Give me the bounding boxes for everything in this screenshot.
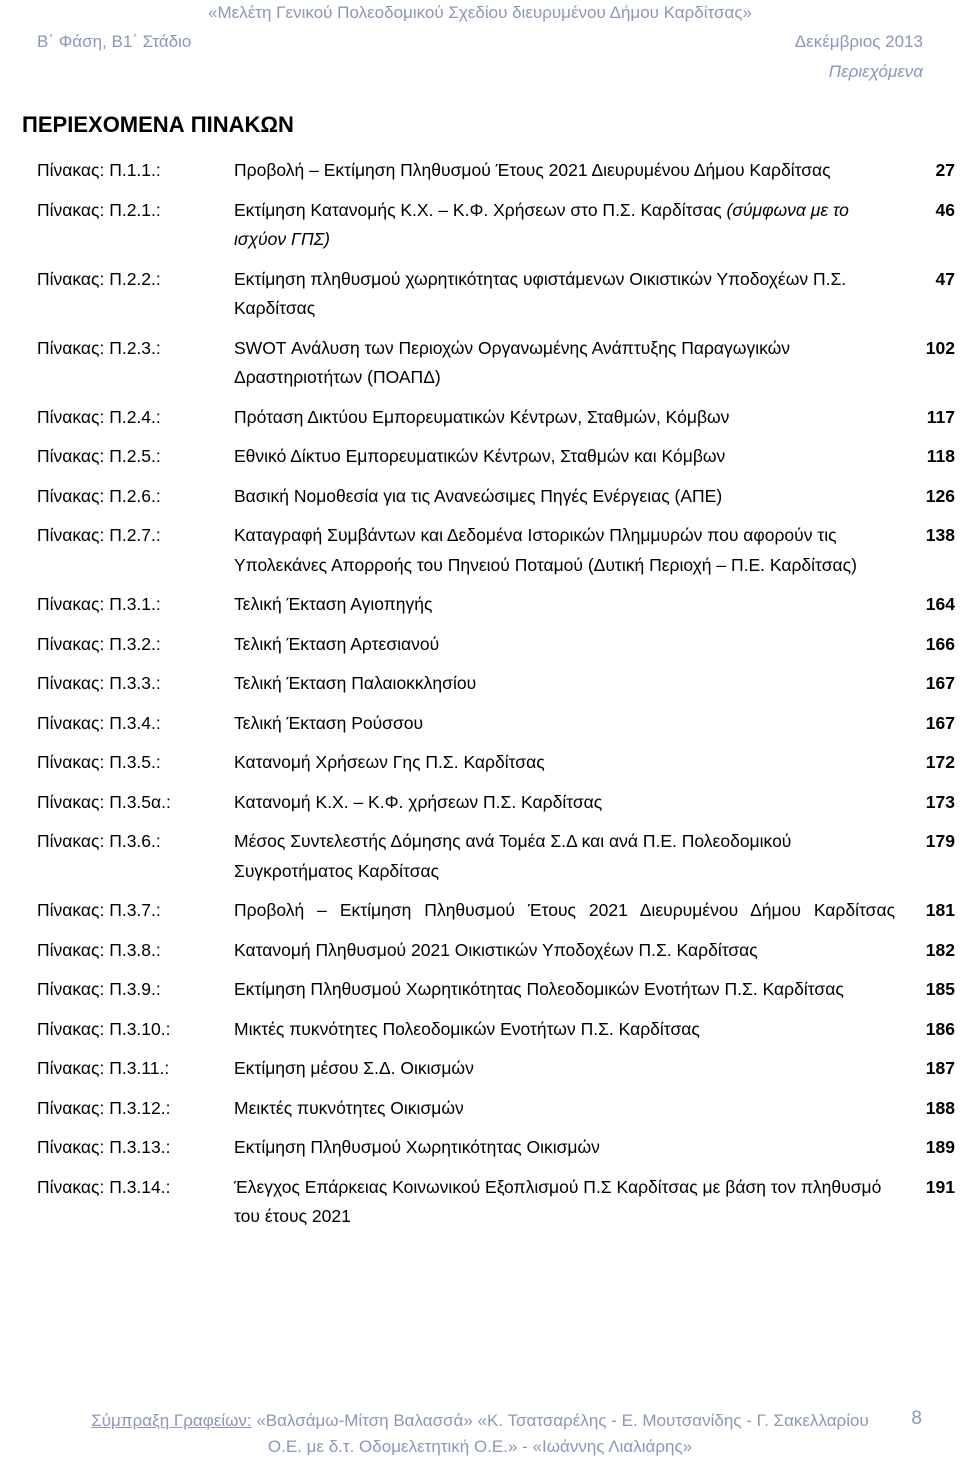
toc-entry[interactable] [37,975,955,1005]
toc-entry-text: Εκτίμηση πληθυσμού χωρητικότητας υφιστάμενων Οικιστικών Υποδοχέων Π.Σ. Καρδίτσας [234,268,847,318]
toc-entry-label: Πίνακας: Π.2.3.: [37,337,161,358]
toc-entry[interactable] [37,669,955,699]
toc-entry-text: Προβολή – Εκτίμηση Πληθυσμού Έτους 2021 Διευρυμένου Δήμου Καρδίτσας [234,900,895,920]
toc-entry-page: 191 [925,1176,955,1197]
toc-entry-text: Εκτίμηση Κατανομής Κ.Χ. – Κ.Φ. Χρήσεων στο Π.Σ. Καρδίτσας (σύμφωνα με το ισχύον ΓΠΣ) [234,199,849,249]
toc-entry-label: Πίνακας: Π.3.9.: [37,979,161,999]
toc-entry-text: Εκτίμηση μέσου Σ.Δ. Οικισμών [234,1058,474,1078]
toc-entry[interactable] [37,630,955,660]
toc-entry-text: Βασική Νομοθεσία για τις Ανανεώσιμες Πηγές Ενέργειας (ΑΠΕ) [234,485,723,506]
toc-entry-text: Κατανομή Πληθυσμού 2021 Οικιστικών Υποδοχέων Π.Σ. Καρδίτσας [234,939,758,960]
page-number: 8 [911,1408,922,1429]
toc-entry[interactable] [37,403,955,433]
toc-entry-page: 46 [935,199,955,220]
toc-entry-label: Πίνακας: Π.3.5α.: [37,791,171,812]
toc-entry-page: 117 [926,406,955,427]
toc-entry-text: Μεικτές πυκνότητες Οικισμών [234,1097,464,1118]
toc-entry-italic-note: (σύμφωνα με το ισχύον ΓΠΣ) [234,199,849,249]
toc-entry-text: Κατανομή Κ.Χ. – Κ.Φ. χρήσεων Π.Σ. Καρδίτσας [234,791,603,812]
toc-entry-page: 179 [925,831,955,851]
toc-entry-text: Εθνικό Δίκτυο Εμπορευματικών Κέντρων, Σταθμών και Κόμβων [234,446,726,466]
toc-entry-text: Τελική Έκταση Ρούσσου [234,712,424,733]
toc-entry-page: 164 [925,594,955,614]
toc-entry-text: SWOT Ανάλυση των Περιοχών Οργανωμένης Ανάπτυξης Παραγωγικών Δραστηριοτήτων (ΠΟΑΠΔ) [234,337,791,387]
toc-entry-text: Κατανομή Χρήσεων Γης Π.Σ. Καρδίτσας [234,752,545,772]
toc-entry-text: Πρόταση Δικτύου Εμπορευματικών Κέντρων, Σταθμών, Κόμβων [234,406,730,427]
toc-entry[interactable] [37,442,955,472]
toc-entry-label: Πίνακας: Π.1.1.: [37,160,161,180]
toc-entry-text: Προβολή – Εκτίμηση Πληθυσμού Έτους 2021 Διευρυμένου Δήμου Καρδίτσας [234,160,831,180]
toc-entry-text: Μικτές πυκνότητες Πολεοδομικών Ενοτήτων Π.Σ. Καρδίτσας [234,1018,700,1039]
toc-entry[interactable] [37,334,955,393]
toc-entry[interactable] [37,1173,955,1232]
toc-entry-text: Μέσος Συντελεστής Δόμησης ανά Τομέα Σ.Δ και ανά Π.Ε. Πολεοδομικού Συγκροτήματος Καρδίτσας [234,831,792,881]
toc-entry-page: 173 [925,791,955,812]
toc-entry-page: 27 [935,160,955,180]
toc-entry-label: Πίνακας: Π.3.5.: [37,752,161,772]
toc-entry-page: 187 [925,1058,955,1078]
footer-prefix: Σύμπραξη Γραφείων: [91,1411,252,1430]
toc-entry[interactable] [37,1015,955,1045]
toc-entry-text: Τελική Έκταση Αρτεσιανού [234,633,440,654]
toc-entry[interactable] [37,1054,955,1084]
toc-entry[interactable] [37,521,955,580]
toc-entry-label: Πίνακας: Π.3.11.: [37,1058,170,1078]
header-section: Περιεχόμενα [828,62,923,81]
toc-entry-page: 185 [925,979,955,999]
table-of-contents [37,156,955,1242]
toc-entry-page: 188 [925,1097,955,1118]
toc-entry-label: Πίνακας: Π.2.6.: [37,485,161,506]
footer [0,1408,960,1460]
toc-entry[interactable] [37,788,955,818]
toc-entry-label: Πίνακας: Π.3.4.: [37,712,161,733]
toc-entry-text: Εκτίμηση Πληθυσμού Χωρητικότητας Πολεοδομικών Ενοτήτων Π.Σ. Καρδίτσας [234,979,844,999]
toc-entry-label: Πίνακας: Π.3.3.: [37,673,161,693]
toc-entry[interactable] [37,590,955,620]
toc-entry-page: 186 [925,1018,955,1039]
toc-entry-page: 167 [925,712,955,733]
header-phase: Β΄ Φάση, Β1΄ Στάδιο [37,32,192,51]
toc-entry-page: 126 [925,485,955,506]
header-date: Δεκέμβριος 2013 [794,32,923,51]
toc-entry[interactable] [37,1133,955,1163]
toc-entry-page: 182 [925,939,955,960]
toc-entry-page: 167 [925,673,955,693]
header-phase-row [37,32,923,52]
toc-entry[interactable] [37,896,955,926]
toc-entry[interactable] [37,1094,955,1124]
toc-entry-label: Πίνακας: Π.2.4.: [37,406,161,427]
toc-entry-label: Πίνακας: Π.2.1.: [37,199,161,220]
toc-entry-label: Πίνακας: Π.3.10.: [37,1018,171,1039]
toc-entry[interactable] [37,265,955,324]
toc-entry[interactable] [37,196,955,255]
toc-entry-page: 181 [925,900,955,920]
toc-entry-label: Πίνακας: Π.3.1.: [37,594,161,614]
toc-entry[interactable] [37,827,955,886]
toc-entry-label: Πίνακας: Π.2.7.: [37,525,161,545]
toc-entry-page: 118 [926,446,955,466]
toc-entry[interactable] [37,748,955,778]
toc-entry-label: Πίνακας: Π.2.2.: [37,268,161,289]
header-title: «Μελέτη Γενικού Πολεοδομικού Σχεδίου διευρυμένου Δήμου Καρδίτσας» [208,3,752,22]
toc-entry-label: Πίνακας: Π.3.6.: [37,831,161,851]
toc-entry[interactable] [37,482,955,512]
toc-entry-text: Καταγραφή Συμβάντων και Δεδομένα Ιστορικών Πλημμυρών που αφορούν τις Υπολεκάνες Απορροής του Πηνειού Ποταμού (Δυτική Περιοχή – Π.Ε. Καρδίτσας) [234,525,857,575]
toc-entry[interactable] [37,709,955,739]
toc-entry-label: Πίνακας: Π.3.2.: [37,633,161,654]
toc-entry-page: 172 [925,752,955,772]
toc-entry-text: Τελική Έκταση Αγιοπηγής [234,594,433,614]
footer-text: «Βαλσάμω-Μίτση Βαλασσά» «Κ. Τσατσαρέλης - Ε. Μουτσανίδης - Γ. Σακελλαρίου Ο.Ε. με δ.τ. Οδομελετητική Ο.Ε.» - «Ιωάννης Λιαλιάρης» [251,1411,869,1456]
toc-entry-label: Πίνακας: Π.3.12.: [37,1097,171,1118]
toc-entry-label: Πίνακας: Π.3.8.: [37,939,161,960]
toc-entry-label: Πίνακας: Π.2.5.: [37,446,161,466]
toc-entry-page: 47 [935,268,955,289]
toc-entry-text: Τελική Έκταση Παλαιοκκλησίου [234,673,477,693]
page-title: ΠΕΡΙΕΧΟΜΕΝΑ ΠΙΝΑΚΩΝ [22,112,294,137]
toc-entry-label: Πίνακας: Π.3.14.: [37,1176,171,1197]
toc-entry-text: Έλεγχος Επάρκειας Κοινωνικού Εξοπλισμού Π.Σ Καρδίτσας με βάση τον πληθυσμό του έτους 2021 [234,1176,882,1226]
toc-entry-page: 102 [925,337,955,358]
toc-entry-label: Πίνακας: Π.3.7.: [37,900,161,920]
toc-entry-page: 138 [925,525,955,545]
toc-entry[interactable] [37,936,955,966]
toc-entry[interactable] [37,156,955,186]
toc-entry-page: 189 [925,1137,955,1157]
toc-entry-label: Πίνακας: Π.3.13.: [37,1137,171,1157]
toc-entry-page: 166 [925,633,955,654]
toc-entry-text: Εκτίμηση Πληθυσμού Χωρητικότητας Οικισμών [234,1137,600,1157]
